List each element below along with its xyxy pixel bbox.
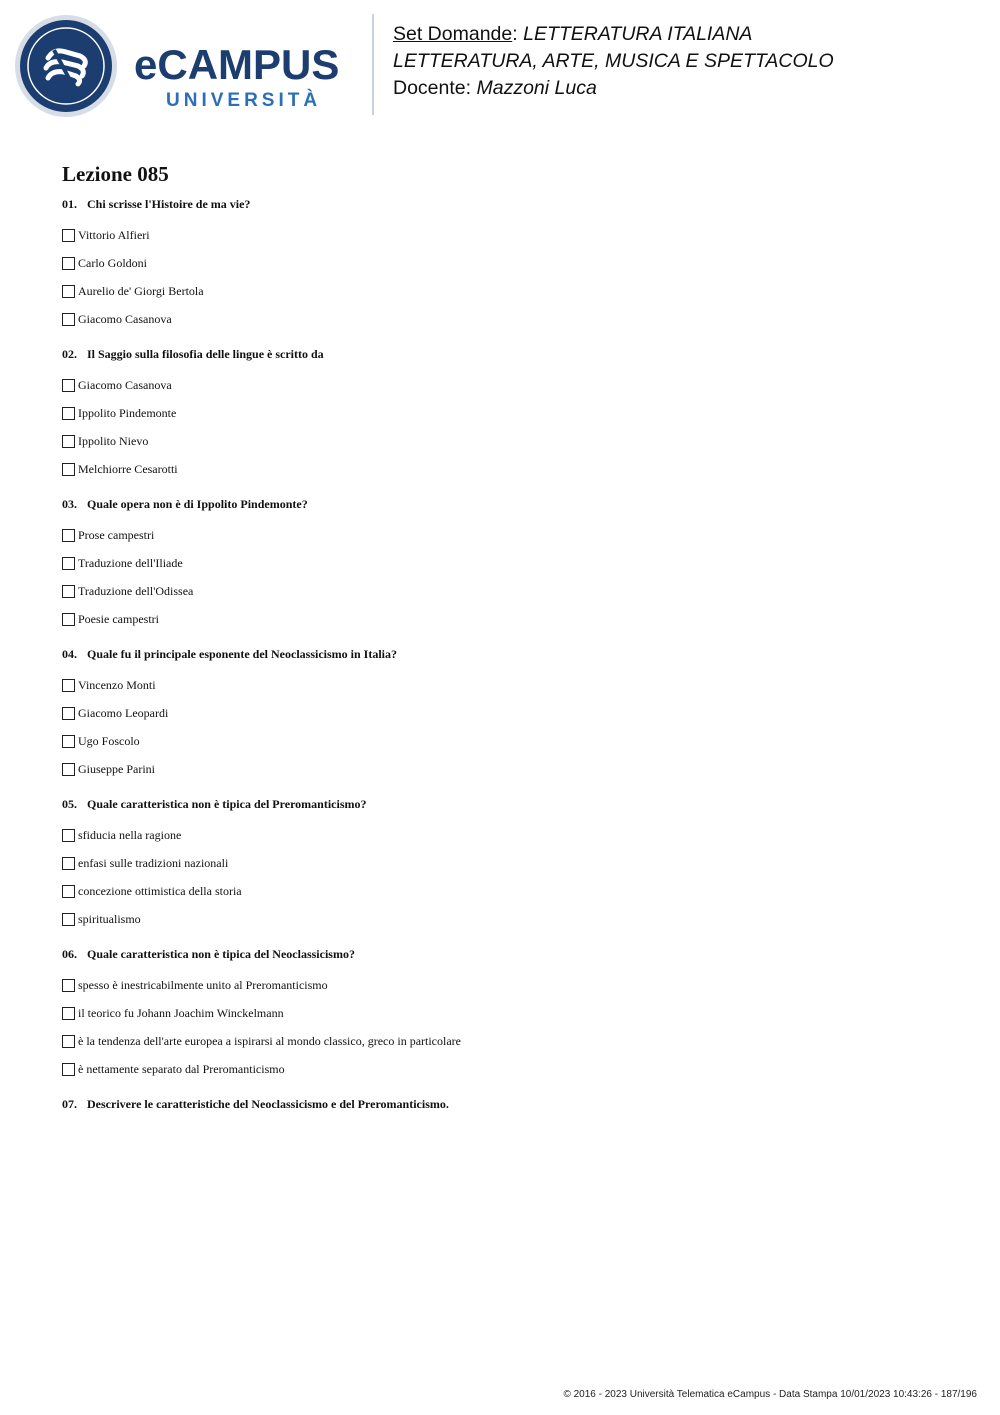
question-block (62, 796, 962, 933)
answer-option[interactable] (62, 305, 962, 333)
answer-checkbox[interactable] (62, 1063, 75, 1076)
answer-checkbox[interactable] (62, 557, 75, 570)
logo-subtitle: UNIVERSITÀ (166, 90, 322, 111)
answer-checkbox[interactable] (62, 763, 75, 776)
course-info (393, 21, 834, 102)
answer-label: Ippolito Pindemonte (78, 406, 177, 420)
answer-option[interactable] (62, 1027, 962, 1055)
answer-label: Ugo Foscolo (78, 734, 140, 748)
answer-label: Giacomo Leopardi (78, 706, 169, 720)
set-label: Set Domande (393, 23, 513, 45)
answer-checkbox[interactable] (62, 735, 75, 748)
answer-checkbox[interactable] (62, 1007, 75, 1020)
answer-option[interactable] (62, 399, 962, 427)
set-line (393, 21, 834, 48)
answer-checkbox[interactable] (62, 913, 75, 926)
question-block (62, 196, 962, 333)
answer-label: Giacomo Casanova (78, 312, 172, 326)
answer-checkbox[interactable] (62, 585, 75, 598)
question-number: 01. (62, 197, 77, 211)
question-label: Quale fu il principale esponente del Neoclassicismo in Italia? (87, 647, 398, 661)
answer-checkbox[interactable] (62, 529, 75, 542)
question-text (62, 346, 962, 362)
answer-checkbox[interactable] (62, 379, 75, 392)
answer-option[interactable] (62, 849, 962, 877)
question-number: 05. (62, 797, 77, 811)
university-seal-icon (14, 14, 118, 118)
question-block (62, 346, 962, 483)
answer-label: enfasi sulle tradizioni nazionali (78, 856, 229, 870)
answer-option[interactable] (62, 999, 962, 1027)
answer-checkbox[interactable] (62, 229, 75, 242)
answer-label: Traduzione dell'Iliade (78, 556, 183, 570)
question-block (62, 946, 962, 1083)
answer-label: spiritualismo (78, 912, 141, 926)
answer-checkbox[interactable] (62, 829, 75, 842)
answer-checkbox[interactable] (62, 407, 75, 420)
question-text (62, 946, 962, 962)
question-text (62, 196, 962, 212)
question-number: 07. (62, 1097, 77, 1111)
answer-checkbox[interactable] (62, 463, 75, 476)
question-text (62, 1096, 962, 1112)
answer-option[interactable] (62, 905, 962, 933)
answer-option[interactable] (62, 727, 962, 755)
answer-option[interactable] (62, 577, 962, 605)
answer-checkbox[interactable] (62, 979, 75, 992)
answer-checkbox[interactable] (62, 257, 75, 270)
question-text (62, 796, 962, 812)
answer-option[interactable] (62, 427, 962, 455)
answer-option[interactable] (62, 699, 962, 727)
answer-option[interactable] (62, 371, 962, 399)
question-number: 02. (62, 347, 77, 361)
course-title: LETTERATURA ITALIANA (523, 23, 753, 45)
answer-option[interactable] (62, 549, 962, 577)
question-sheet (62, 160, 962, 1125)
answer-option[interactable] (62, 221, 962, 249)
answer-label: Traduzione dell'Odissea (78, 584, 194, 598)
answer-option[interactable] (62, 605, 962, 633)
answer-label: Giuseppe Parini (78, 762, 155, 776)
answer-label: Vincenzo Monti (78, 678, 156, 692)
ecampus-logo (14, 14, 359, 118)
question-label: Quale caratteristica non è tipica del Preromanticismo? (87, 797, 367, 811)
answer-label: Vittorio Alfieri (78, 228, 150, 242)
answer-checkbox[interactable] (62, 435, 75, 448)
answer-checkbox[interactable] (62, 313, 75, 326)
question-text (62, 646, 962, 662)
answer-option[interactable] (62, 821, 962, 849)
lesson-title: Lezione 085 (62, 162, 169, 186)
question-label: Il Saggio sulla filosofia delle lingue è scritto da (87, 347, 324, 361)
answer-label: è la tendenza dell'arte europea a ispirarsi al mondo classico, greco in particolare (78, 1034, 461, 1048)
answer-label: Aurelio de' Giorgi Bertola (78, 284, 204, 298)
question-block (62, 1096, 962, 1112)
answer-option[interactable] (62, 277, 962, 305)
teacher-label: Docente: (393, 77, 472, 99)
question-text (62, 496, 962, 512)
answer-checkbox[interactable] (62, 857, 75, 870)
teacher-line (393, 75, 834, 102)
answer-label: Giacomo Casanova (78, 378, 172, 392)
question-label: Descrivere le caratteristiche del Neoclassicismo e del Preromanticismo. (87, 1097, 449, 1111)
question-block (62, 496, 962, 633)
answer-label: Ippolito Nievo (78, 434, 149, 448)
answer-label: Melchiorre Cesarotti (78, 462, 178, 476)
answer-checkbox[interactable] (62, 1035, 75, 1048)
answer-option[interactable] (62, 877, 962, 905)
answer-option[interactable] (62, 1055, 962, 1083)
question-label: Quale caratteristica non è tipica del Neoclassicismo? (87, 947, 355, 961)
answer-label: è nettamente separato dal Preromanticismo (78, 1062, 285, 1076)
answer-checkbox[interactable] (62, 679, 75, 692)
answer-option[interactable] (62, 249, 962, 277)
answer-option[interactable] (62, 455, 962, 483)
page-footer: © 2016 - 2023 Università Telematica eCampus - Data Stampa 10/01/2023 10:43:26 - 187/196 (563, 1389, 977, 1400)
header-divider (372, 14, 374, 115)
question-block (62, 646, 962, 783)
set-separator: : (512, 23, 518, 45)
logo-wordmark: eCAMPUS (134, 41, 340, 88)
answer-label: concezione ottimistica della storia (78, 884, 242, 898)
question-number: 06. (62, 947, 77, 961)
answer-label: sfiducia nella ragione (78, 828, 182, 842)
question-number: 03. (62, 497, 77, 511)
course-subtitle: LETTERATURA, ARTE, MUSICA E SPETTACOLO (393, 50, 834, 72)
answer-option[interactable] (62, 521, 962, 549)
answer-label: Poesie campestri (78, 612, 159, 626)
question-label: Chi scrisse l'Histoire de ma vie? (87, 197, 251, 211)
answer-option[interactable] (62, 671, 962, 699)
question-label: Quale opera non è di Ippolito Pindemonte? (87, 497, 308, 511)
answer-label: Carlo Goldoni (78, 256, 147, 270)
answer-checkbox[interactable] (62, 707, 75, 720)
answer-label: il teorico fu Johann Joachim Winckelmann (78, 1006, 284, 1020)
answer-option[interactable] (62, 755, 962, 783)
question-number: 04. (62, 647, 77, 661)
answer-checkbox[interactable] (62, 885, 75, 898)
answer-checkbox[interactable] (62, 285, 75, 298)
answer-checkbox[interactable] (62, 613, 75, 626)
answer-label: Prose campestri (78, 528, 155, 542)
teacher-name: Mazzoni Luca (476, 77, 597, 99)
answer-option[interactable] (62, 971, 962, 999)
question-list (62, 196, 962, 1112)
answer-label: spesso è inestricabilmente unito al Preromanticismo (78, 978, 328, 992)
